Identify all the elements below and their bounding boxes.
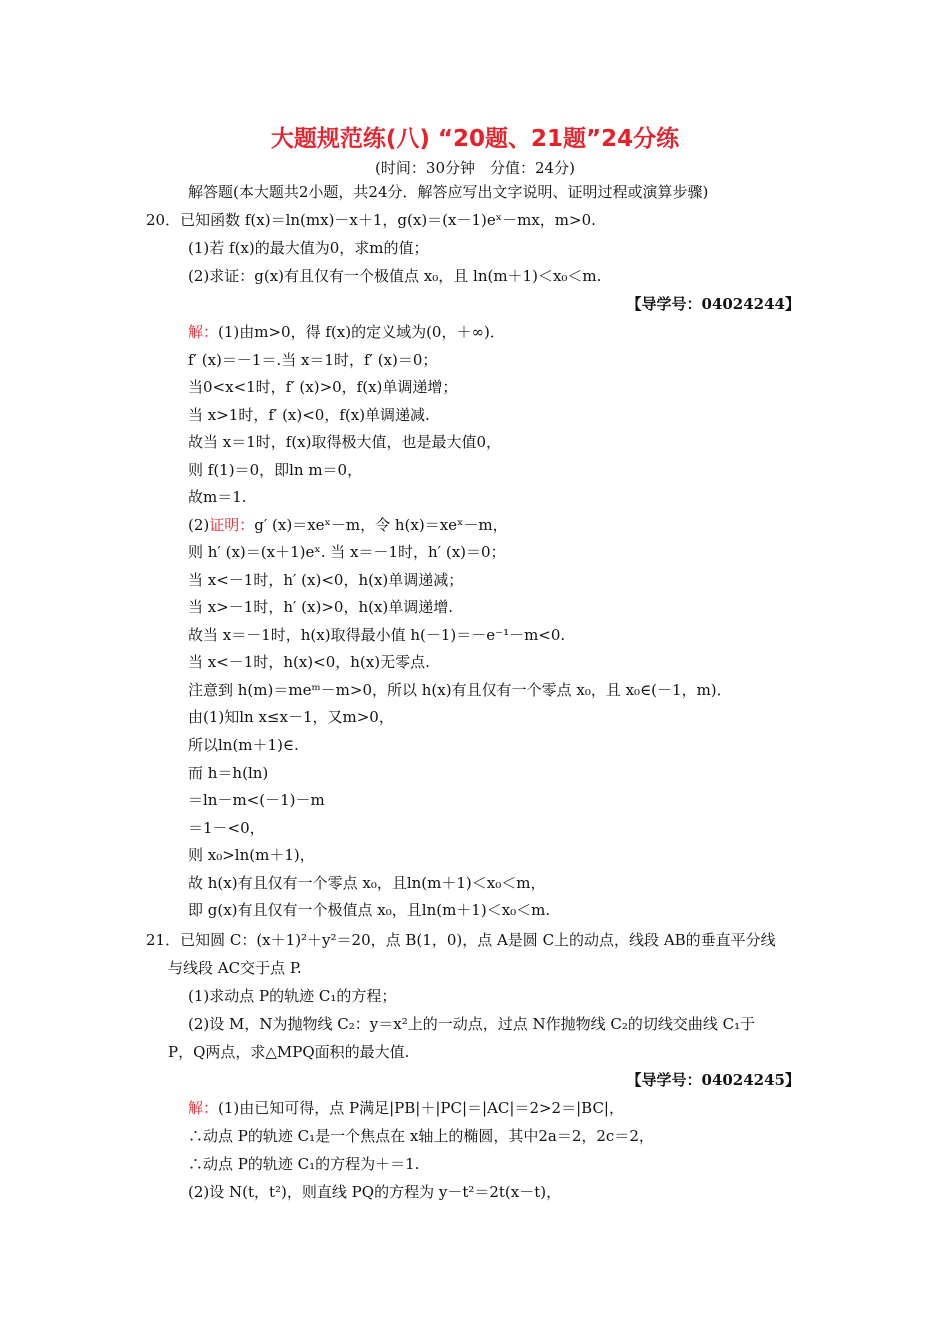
q20-solution-line: 当 x>1时，f′ (x)<0，f(x)单调递减. [188, 406, 430, 424]
q20-proof-line: 即 g(x)有且仅有一个极值点 x₀，且ln(m＋1)＜x₀＜m. [188, 901, 551, 919]
q21-solution-line: ∴动点 P的轨迹 C₁的方程为＋＝1. [188, 1155, 420, 1173]
q20-proof-line: 注意到 h(m)＝meᵐ－m>0，所以 h(x)有且仅有一个零点 x₀，且 x₀∈(－1，m)． [188, 681, 732, 699]
q20-part2: (2)求证：g(x)有且仅有一个极值点 x₀，且 ln(m＋1)＜x₀＜m. [188, 267, 602, 285]
q21-part2: P，Q两点，求△MPQ面积的最大值. [168, 1043, 410, 1061]
q20-solution-line: f′ (x)＝－1＝.当 x＝1时，f′ (x)＝0； [188, 351, 438, 369]
q20-solution-line: 故当 x＝1时，f(x)取得极大值，也是最大值0， [188, 433, 502, 451]
q21-part2: (2)设 M，N为抛物线 C₂：y＝x²上的一动点，过点 N作抛物线 C₂的切线交曲线 C₁于 [188, 1015, 756, 1033]
proof-text: g′ (x)＝xeˣ－m，令 h(x)＝xeˣ－m， [254, 516, 508, 534]
q21-stem: 21．已知圆 C：(x＋1)²＋y²＝20，点 B(1，0)，点 A是圆 C上的动点，线段 AB的垂直平分线 [146, 931, 776, 949]
q20-proof-line: ＝ln－m<(－1)－m [188, 791, 325, 809]
solution-label: 解： [188, 323, 219, 341]
q20-solution-line: 当0<x<1时，f′ (x)>0，f(x)单调递增； [188, 378, 458, 396]
q20-part1: (1)若 f(x)的最大值为0，求m的值； [188, 239, 429, 257]
proof-prefix: (2) [188, 516, 210, 534]
q20-proof-line: 而 h＝h(ln) [188, 764, 269, 782]
q20-proof-line: 则 x₀>ln(m＋1)， [188, 846, 315, 864]
q21-reference-number: 【导学号：04024245】 [626, 1071, 800, 1089]
q21-part1: (1)求动点 P的轨迹 C₁的方程； [188, 987, 397, 1005]
q20-proof-line: 故当 x＝－1时，h(x)取得最小值 h(－1)＝－e⁻¹－m<0. [188, 626, 566, 644]
time-score-info: (时间：30分钟 分值：24分) [375, 159, 575, 177]
q20-proof-line: 故 h(x)有且仅有一个零点 x₀，且ln(m＋1)＜x₀＜m， [188, 874, 546, 892]
q21-solution-line: (2)设 N(t，t²)，则直线 PQ的方程为 y－t²＝2t(x－t)， [188, 1183, 562, 1201]
page-title: 大题规范练(八) “20题、21题”24分练 [270, 126, 680, 152]
q20-reference-number: 【导学号：04024244】 [626, 295, 800, 313]
solution-label: 解： [188, 1099, 219, 1117]
q20-proof-line: 所以ln(m＋1)∈. [188, 736, 299, 754]
instructions: 解答题(本大题共2小题，共24分．解答应写出文字说明、证明过程或演算步骤) [188, 183, 709, 201]
q20-proof-line: 当 x<－1时，h(x)<0，h(x)无零点. [188, 653, 430, 671]
solution-text: (1)由已知可得，点 P满足|PB|＋|PC|＝|AC|＝2>2＝|BC|， [218, 1099, 624, 1117]
q20-proof-line: 则 h′ (x)＝(x＋1)eˣ. 当 x＝－1时，h′ (x)＝0； [188, 543, 506, 561]
solution-text: (1)由m>0，得 f(x)的定义域为(0，＋∞)． [218, 323, 505, 341]
q20-solution-line [188, 322, 505, 342]
proof-label: 证明： [209, 516, 255, 534]
q21-stem: 与线段 AC交于点 P. [168, 959, 302, 977]
q20-proof-line: 当 x>－1时，h′ (x)>0，h(x)单调递增. [188, 598, 454, 616]
q21-solution-line: ∴动点 P的轨迹 C₁是一个焦点在 x轴上的椭圆，其中2a＝2，2c＝2， [188, 1127, 654, 1145]
q20-proof-line: 由(1)知ln x≤x－1，又m>0， [188, 708, 394, 726]
q20-stem: 20．已知函数 f(x)＝ln(mx)－x＋1，g(x)＝(x－1)eˣ－mx，m>0. [146, 211, 596, 229]
q20-proof-line [188, 515, 508, 535]
q20-solution-line: 则 f(1)＝0，即ln m＝0， [188, 461, 363, 479]
q20-solution-line: 故m＝1. [188, 488, 247, 506]
q21-solution-line [188, 1098, 624, 1118]
q20-proof-line: ＝1－<0， [188, 819, 265, 837]
q20-proof-line: 当 x<－1时，h′ (x)<0，h(x)单调递减； [188, 571, 464, 589]
